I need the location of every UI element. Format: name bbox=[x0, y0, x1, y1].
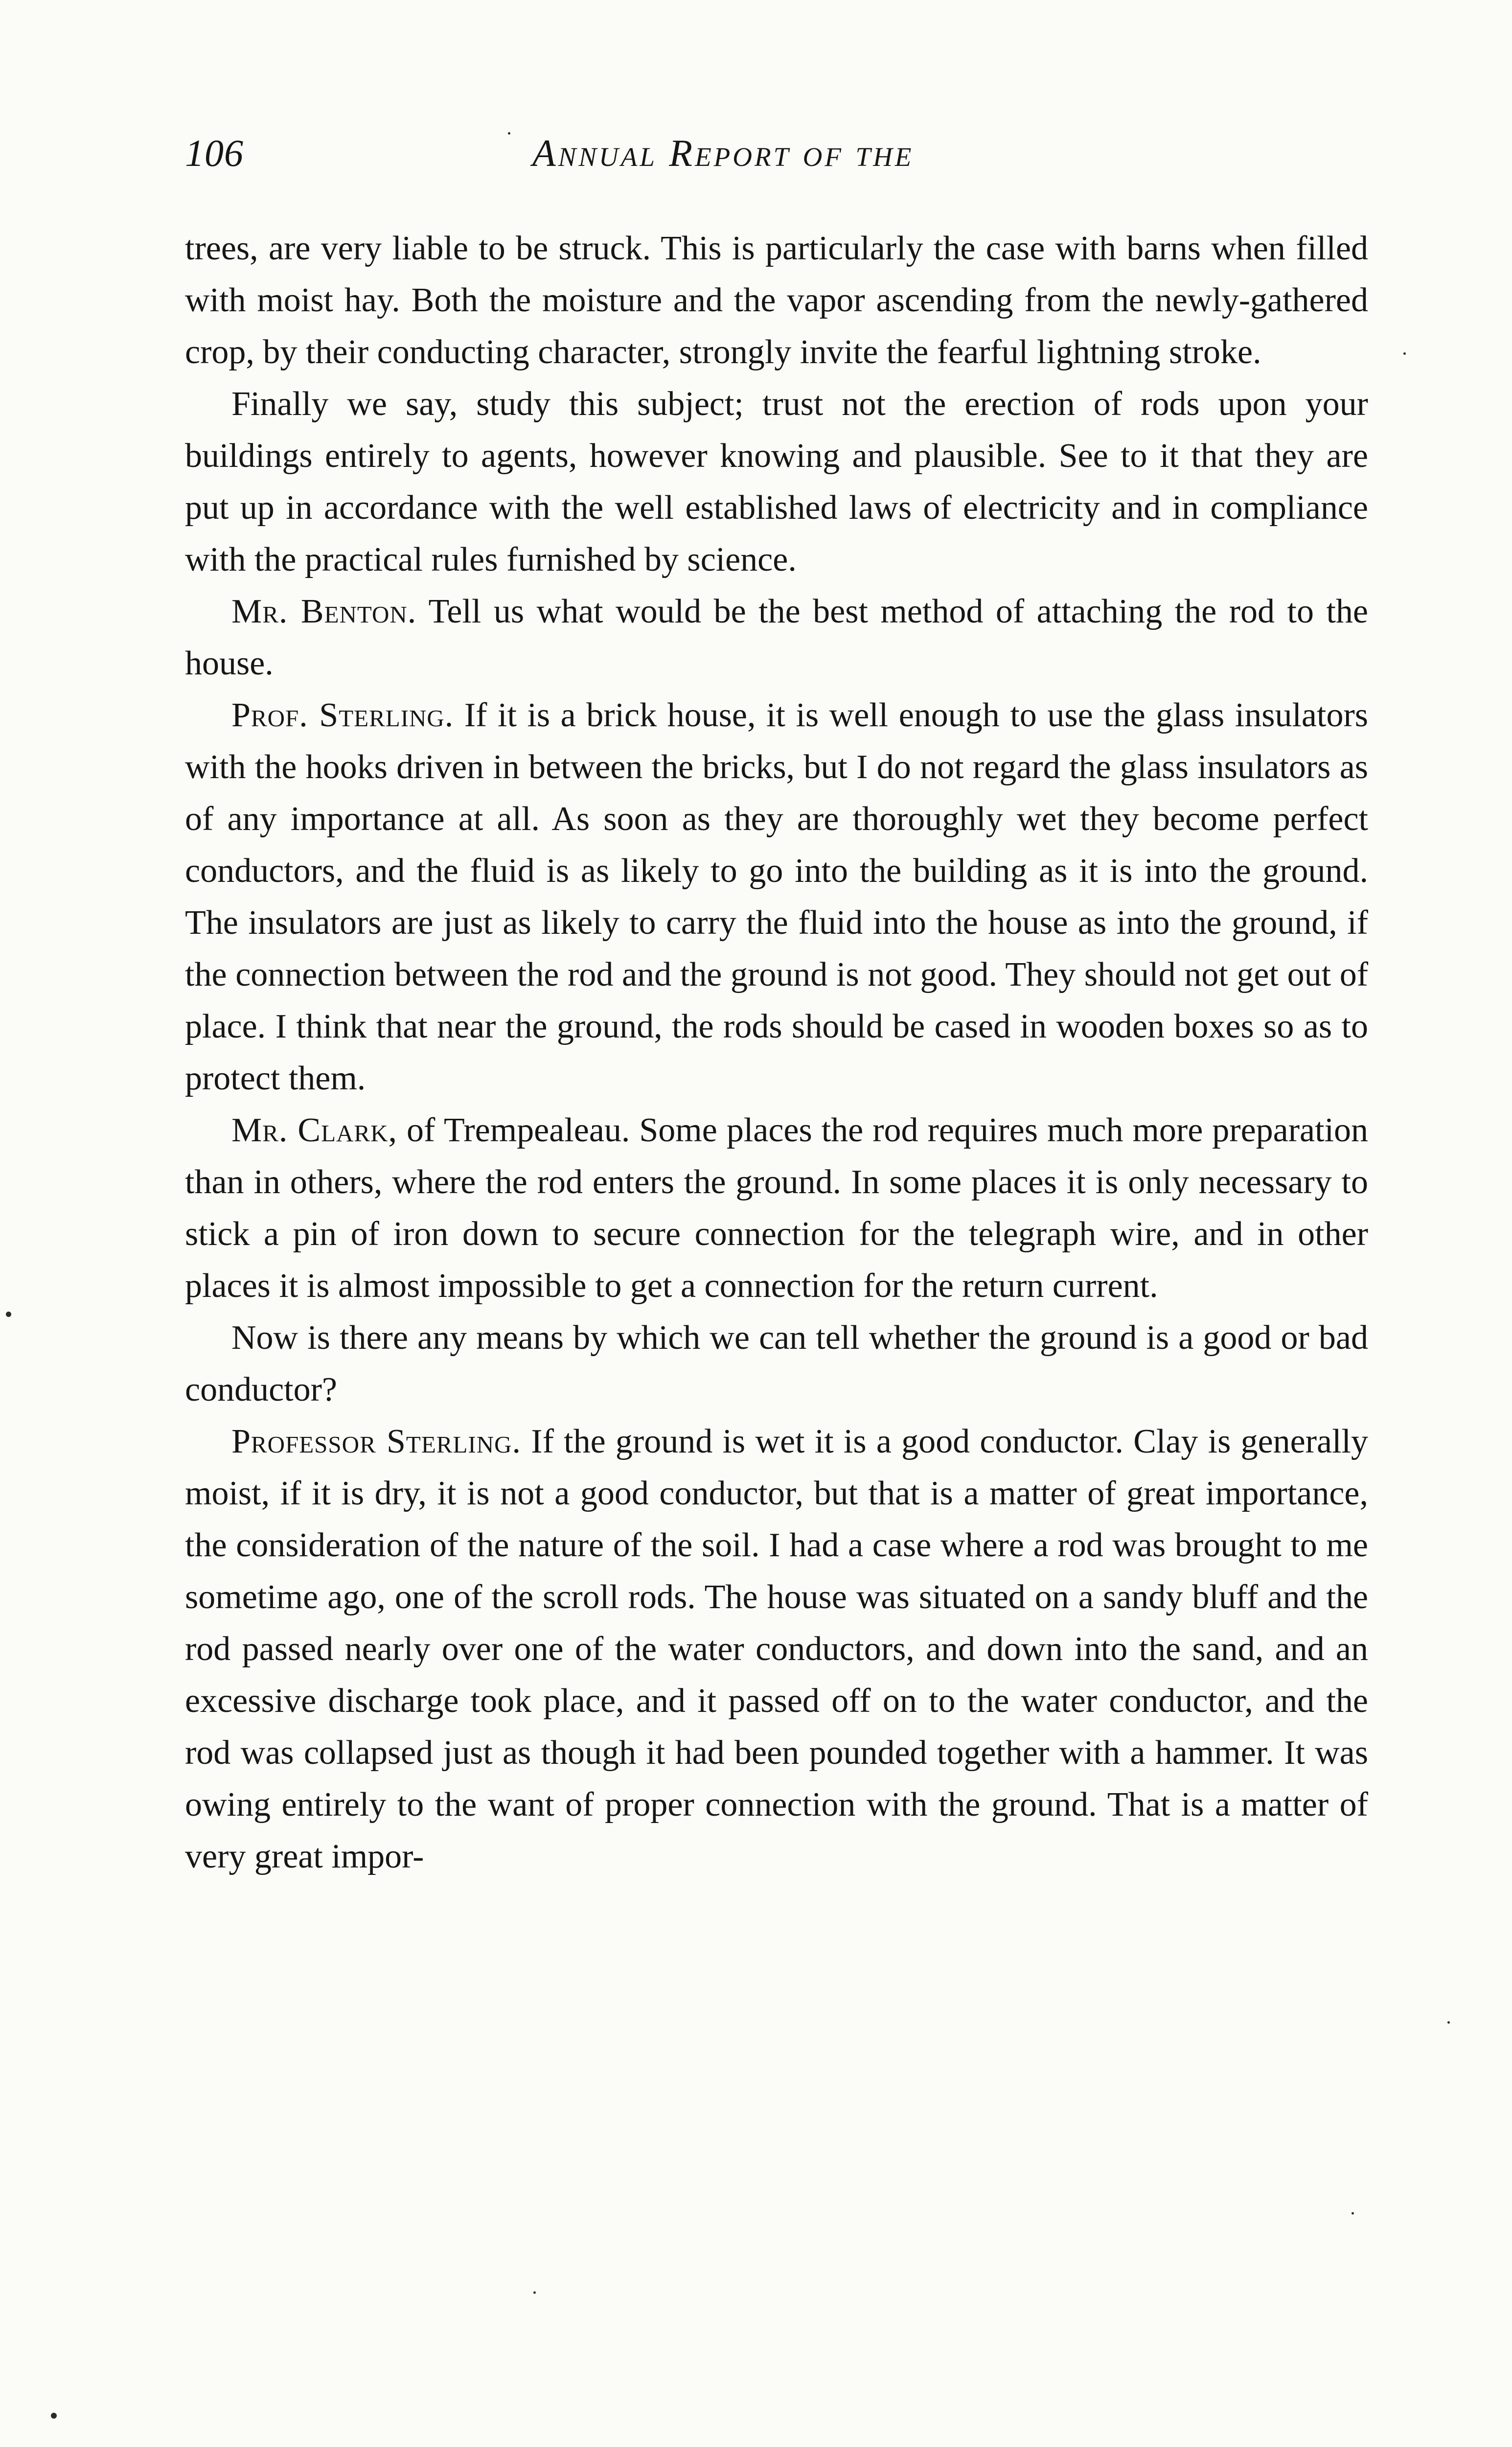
print-speck bbox=[533, 2291, 536, 2294]
print-speck bbox=[1403, 352, 1406, 355]
paragraph-text: If it is a brick house, it is well enough to use the glass insulators with the hooks driven in between the bricks, but I do not regard the glass insulators as of any importance at all. As soon as they are thoroughly wet they become perfect conductors, and the fluid is as likely to go into the building as it is into the ground. The insulators are just as likely to carry the fluid into the house as into the ground, if the connection between the rod and the ground is not good. They should not get out of place. I think that near the ground, the rods should be cased in wooden boxes so as to protect them. bbox=[185, 696, 1369, 1097]
speaker-name: Mr. Clark, bbox=[231, 1111, 397, 1149]
print-speck bbox=[508, 132, 510, 135]
paragraph-text: Now is there any means by which we can tell whether the ground is a good or bad conductor? bbox=[185, 1319, 1368, 1408]
paragraph-2 bbox=[185, 378, 1368, 586]
paragraph-text: of Trempealeau. Some places the rod requires much more preparation than in others, where the rod enters the ground. In some places it is only necessary to stick a pin of iron down to secure connection for the telegraph wire, and in other places it is almost impossible to get a connection for the return current. bbox=[185, 1111, 1369, 1305]
print-speck bbox=[51, 2413, 57, 2419]
speaker-name: Professor Sterling. bbox=[231, 1423, 522, 1460]
paragraph-5 bbox=[185, 1105, 1368, 1312]
print-speck bbox=[6, 1312, 11, 1317]
page-number: 106 bbox=[185, 132, 244, 174]
paragraph-6 bbox=[185, 1312, 1368, 1416]
paragraph-text: Tell us what would be the best method of attaching the rod to the house. bbox=[185, 593, 1368, 682]
page-header bbox=[185, 131, 1369, 185]
paragraph-7 bbox=[185, 1416, 1368, 1883]
paragraph-1 bbox=[185, 223, 1368, 378]
print-speck bbox=[1447, 2021, 1450, 2024]
print-speck bbox=[1352, 2212, 1354, 2215]
body-text bbox=[185, 223, 1368, 1883]
paragraph-text: Finally we say, study this subject; trust not the erection of rods upon your buildings entirely to agents, however knowing and plausible. See to it that they are put up in accordance with the well established laws of electricity and in compliance with the practical rules furnished by science. bbox=[185, 385, 1368, 578]
paragraph-text: trees, are very liable to be struck. This is particularly the case with barns when filled with moist hay. Both the moisture and the vapor ascending from the newly-gathered crop, by their conducting character, strongly invite the fearful lightning stroke. bbox=[185, 230, 1368, 371]
speaker-name: Prof. Sterling. bbox=[231, 696, 454, 734]
paragraph-4 bbox=[185, 690, 1368, 1105]
paragraph-3 bbox=[185, 586, 1368, 690]
speaker-name: Mr. Benton. bbox=[231, 593, 417, 630]
running-title: Annual Report of the bbox=[532, 132, 914, 174]
paragraph-text: If the ground is wet it is a good conductor. Clay is generally moist, if it is dry, it is not a good conductor, but that is a matter of great importance, the consideration of the nature of the soil. I had a case where a rod was brought to me sometime ago, one of the scroll rods. The house was situated on a sandy bluff and the rod passed nearly over one of the water conductors, and down into the sand, and an excessive discharge took place, and it passed off on to the water conductor, and the rod was collapsed just as though it had been pounded together with a hammer. It was owing entirely to the want of proper connection with the ground. That is a matter of very great impor- bbox=[185, 1423, 1369, 1875]
